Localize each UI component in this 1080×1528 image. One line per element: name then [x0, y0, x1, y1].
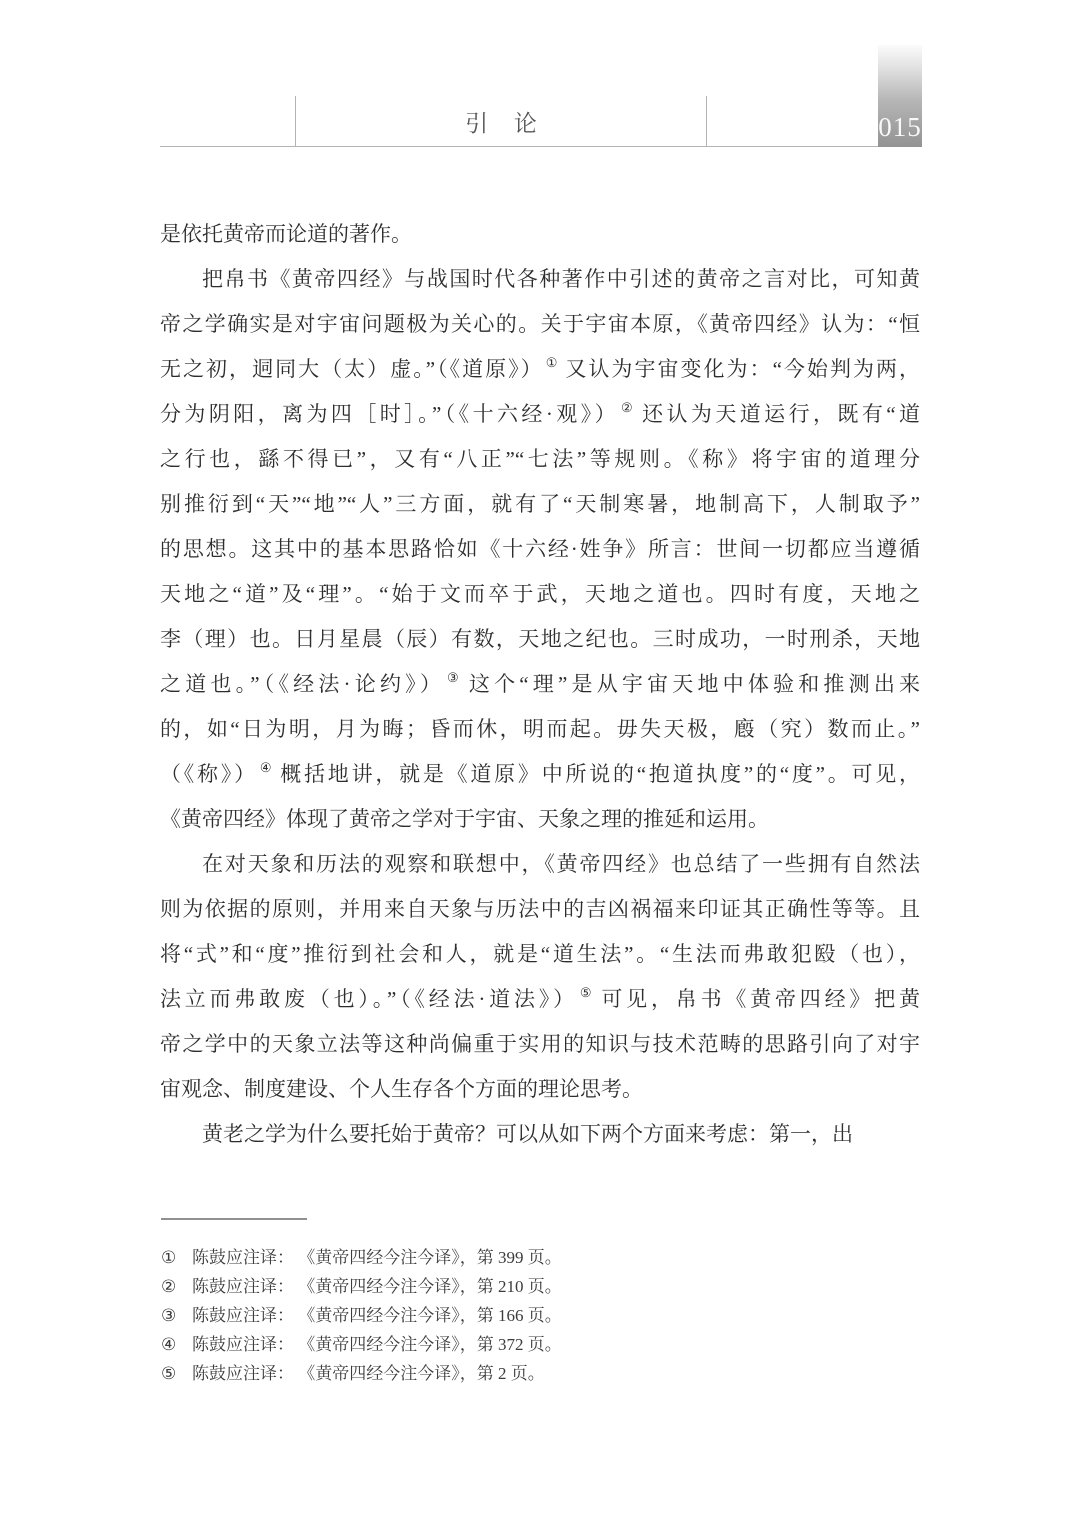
text-run: 这个“理”是从宇宙天地中体验和推测出来 [468, 672, 920, 696]
footnote-item [161, 1301, 801, 1330]
body-text-line [160, 302, 920, 347]
footnotes-section [161, 1243, 801, 1388]
footnote-ref: ② [621, 400, 637, 415]
footnote-text: 陈鼓应注译： 《黄帝四经今注今译》，第 399 页。 [192, 1248, 562, 1267]
text-run: 黄老之学为什么要托始于黄帝？可以从如下两个方面来考虑：第一，出 [202, 1122, 853, 1146]
footnote-text: 陈鼓应注译： 《黄帝四经今注今译》，第 210 页。 [192, 1277, 562, 1296]
body-text-line [160, 212, 920, 257]
text-run: 可见，帛书《黄帝四经》把黄 [601, 987, 920, 1011]
footnote-item [161, 1359, 801, 1388]
body-text-line [160, 482, 920, 527]
footnote-text: 陈鼓应注译： 《黄帝四经今注今译》，第 372 页。 [192, 1335, 562, 1354]
body-text-line [160, 752, 920, 797]
text-run: 无之初，迵同大（太）虚。”（《道原》） [160, 357, 544, 381]
body-text-line [160, 662, 920, 707]
footnote-divider [161, 1218, 307, 1220]
footnote-ref: ③ [447, 670, 463, 685]
body-text-line [160, 842, 920, 887]
body-text-line [160, 1067, 920, 1112]
text-run: 《黄帝四经》体现了黄帝之学对于宇宙、天象之理的推延和运用。 [160, 807, 769, 831]
text-run: 宙观念、制度建设、个人生存各个方面的理论思考。 [160, 1077, 643, 1101]
text-run: 在对天象和历法的观察和联想中，《黄帝四经》也总结了一些拥有自然法 [202, 852, 920, 876]
footnote-item [161, 1243, 801, 1272]
footnote-ref: ⑤ [579, 985, 596, 1000]
text-run: 之行也，繇不得已”，又有“八正”“七法”等规则。《称》将宇宙的道理分 [160, 447, 920, 471]
body-text-line [160, 527, 920, 572]
footnote-text: 陈鼓应注译： 《黄帝四经今注今译》，第 2 页。 [192, 1364, 545, 1383]
text-run: 之道也。”（《经法·论约》） [160, 672, 446, 696]
footnote-ref: ④ [259, 760, 275, 775]
footnote-item [161, 1330, 801, 1359]
text-run: 又认为宇宙变化为：“今始判为两， [565, 357, 920, 381]
text-run: 法立而弗敢废（也）。”（《经法·道法》） [160, 987, 578, 1011]
footnote-marker: ③ [161, 1306, 177, 1325]
page-number: 015 [878, 112, 922, 142]
footnote-ref: ① [545, 355, 560, 370]
text-run: 是依托黄帝而论道的著作。 [160, 222, 412, 246]
body-text-line [160, 347, 920, 392]
body-text-line [160, 437, 920, 482]
text-run: 天地之“道”及“理”。“始于文而卒于武，天地之道也。四时有度，天地之 [160, 582, 920, 606]
text-run: 分为阴阳，离为四［时］。”（《十六经·观》） [160, 402, 620, 426]
text-run: （《称》） [160, 762, 258, 786]
body-text-line [160, 797, 920, 842]
body-text-line [160, 1112, 920, 1157]
body-text-line [160, 392, 920, 437]
body-text-line [160, 617, 920, 662]
page-header [296, 96, 706, 146]
text-run: 的，如“日为明，月为晦；昏而休，明而起。毋失天极，廏（究）数而止。” [160, 717, 920, 741]
header-tick-right [706, 96, 707, 146]
text-run: 概括地讲，就是《道原》中所说的“抱道执度”的“度”。可见， [280, 762, 920, 786]
text-run: 则为依据的原则，并用来自天象与历法中的吉凶祸福来印证其正确性等等。且 [160, 897, 920, 921]
body-text-line [160, 707, 920, 752]
body-text-line [160, 257, 920, 302]
header-rule [160, 146, 878, 147]
footnote-text: 陈鼓应注译： 《黄帝四经今注今译》，第 166 页。 [192, 1306, 562, 1325]
text-run: 别推衍到“天”“地”“人”三方面，就有了“天制寒暑，地制高下，人制取予” [160, 492, 920, 516]
body-text [160, 212, 920, 1157]
footnote-marker: ① [161, 1248, 177, 1267]
text-run: 把帛书《黄帝四经》与战国时代各种著作中引述的黄帝之言对比，可知黄 [202, 267, 920, 291]
body-text-line [160, 572, 920, 617]
running-head-title: 引 论 [465, 110, 547, 136]
footnote-marker: ④ [161, 1335, 177, 1354]
text-run: 帝之学确实是对宇宙问题极为关心的。关于宇宙本原，《黄帝四经》认为：“恒 [160, 312, 920, 336]
body-text-line [160, 977, 920, 1022]
body-text-line [160, 887, 920, 932]
text-run: 李（理）也。日月星晨（辰）有数，天地之纪也。三时成功，一时刑杀，天地 [160, 627, 920, 651]
footnote-marker: ⑤ [161, 1364, 177, 1383]
page-number-badge [878, 45, 922, 147]
text-run: 将“式”和“度”推衍到社会和人，就是“道生法”。“生法而弗敢犯殹（也）， [160, 942, 920, 966]
body-text-line [160, 932, 920, 977]
text-run: 帝之学中的天象立法等这种尚偏重于实用的知识与技术范畴的思路引向了对宇 [160, 1032, 920, 1056]
text-run: 还认为天道运行，既有“道 [642, 402, 920, 426]
body-text-line [160, 1022, 920, 1067]
text-run: 的思想。这其中的基本思路恰如《十六经·姓争》所言：世间一切都应当遵循 [160, 537, 920, 561]
footnote-marker: ② [161, 1277, 177, 1296]
footnote-item [161, 1272, 801, 1301]
